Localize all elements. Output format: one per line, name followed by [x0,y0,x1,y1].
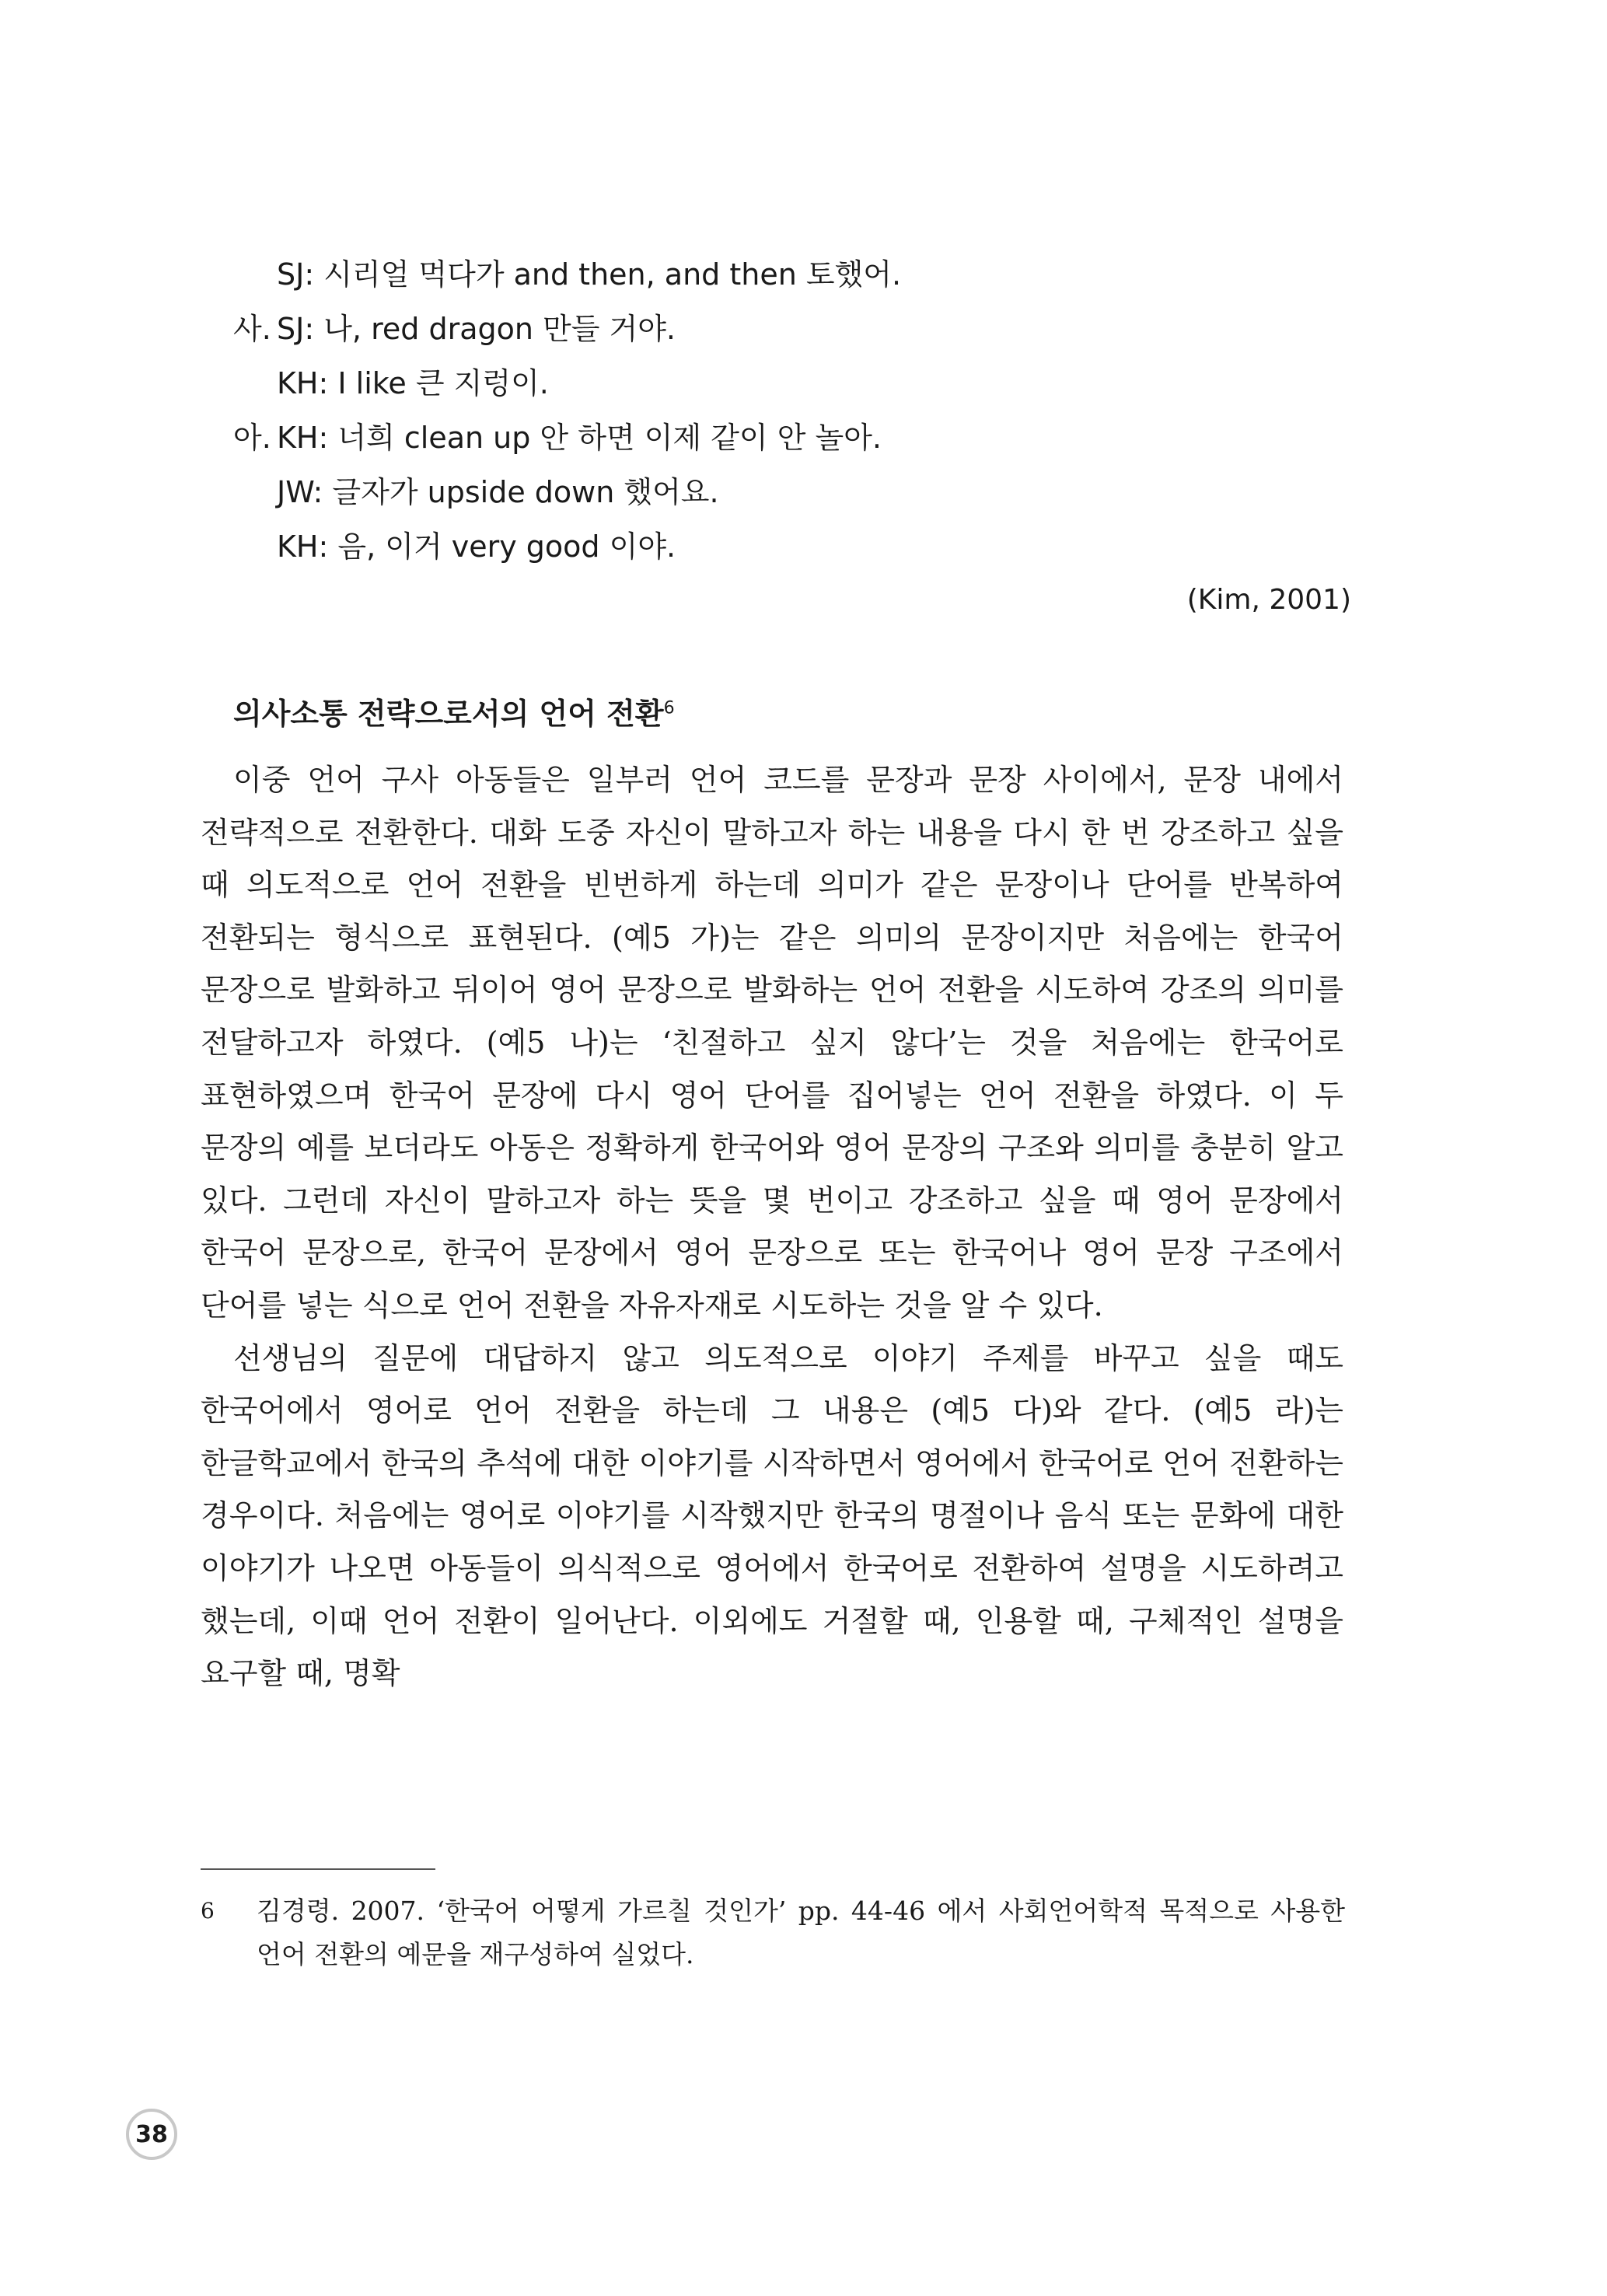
dialogue-line [201,465,1351,519]
dialogue-line [201,302,1351,356]
footnote-reference: 6 [663,698,675,718]
footnote-number: 6 [201,1898,215,1924]
body-text [201,754,1343,1700]
example-marker: 아. [233,421,271,455]
example-marker: 사. [233,312,271,346]
paragraph: 이중 언어 구사 아동들은 일부러 언어 코드를 문장과 문장 사이에서, 문장 내에서 전략적으로 전환한다. 대화 도중 자신이 말하고자 하는 내용을 다시 한 번 강조하고 싶을 때 의도적으로 언어 전환을 빈번하게 하는데 의미가 같은 문장이나 단어를 반복하여 전환되는 형식으로 표현된다. (예5 가)는 같은 의미의 문장이지만 처음에는 한국어 문장으로 발화하고 뒤이어 영어 문장으로 발화하는 언어 전환을 시도하여 강조의 의미를 전달하고자 하였다. (예5 나)는 ‘친절하고 싶지 않다’는 것을 처음에는 한국어로 표현하였으며 한국어 문장에 다시 영어 단어를 집어넣는 언어 전환을 하였다. 이 두 문장의 예를 보더라도 아동은 정확하게 한국어와 영어 문장의 구조와 의미를 충분히 알고 있다. 그런데 자신이 말하고자 하는 뜻을 몇 번이고 강조하고 싶을 때 영어 문장에서 한국어 문장으로, 한국어 문장에서 영어 문장으로 또는 한국어나 영어 문장 구조에서 단어를 넣는 식으로 언어 전환을 자유자재로 시도하는 것을 알 수 있다. [201,763,1343,1323]
utterance: SJ: 시리얼 먹다가 and then, and then 토했어. [277,257,902,292]
section-heading-text: 의사소통 전략으로서의 언어 전환 [233,697,664,731]
utterance: KH: I like 큰 지렁이. [277,366,549,400]
dialogue-line [201,356,1351,411]
citation: (Kim, 2001) [1186,584,1351,616]
utterance: KH: 너희 clean up 안 하면 이제 같이 안 놀아. [277,421,882,455]
utterance: KH: 음, 이거 very good 이야. [277,529,676,564]
page-number: 38 [126,2109,177,2160]
footnote-text: 김경령. 2007. ‘한국어 어떻게 가르칠 것인가’ pp. 44-46 에서 사회언어학적 목적으로 사용한 언어 전환의 예문을 재구성하여 실었다. [257,1896,1345,1969]
footnote [201,1889,1345,1976]
paragraph: 선생님의 질문에 대답하지 않고 의도적으로 이야기 주제를 바꾸고 싶을 때도 한국어에서 영어로 언어 전환을 하는데 그 내용은 (예5 다)와 같다. (예5 라)는 한글학교에서 한국의 추석에 대한 이야기를 시작하면서 영어에서 한국어로 언어 전환하는 경우이다. 처음에는 영어로 이야기를 시작했지만 한국의 명절이나 음식 또는 문화에 대한 이야기가 나오면 아동들이 의식적으로 영어에서 한국어로 전환하여 설명을 시도하려고 했는데, 이때 언어 전환이 일어난다. 이외에도 거절할 때, 인용할 때, 구체적인 설명을 요구할 때, 명확 [201,1340,1343,1691]
dialogue-line [201,247,1351,302]
utterance: JW: 글자가 upside down 했어요. [277,475,719,509]
dialogue-examples [201,247,1351,574]
dialogue-line [201,411,1351,465]
section-heading [233,690,675,737]
footnote-divider [201,1868,435,1870]
dialogue-line [201,519,1351,574]
utterance: SJ: 나, red dragon 만들 거야. [277,312,676,346]
